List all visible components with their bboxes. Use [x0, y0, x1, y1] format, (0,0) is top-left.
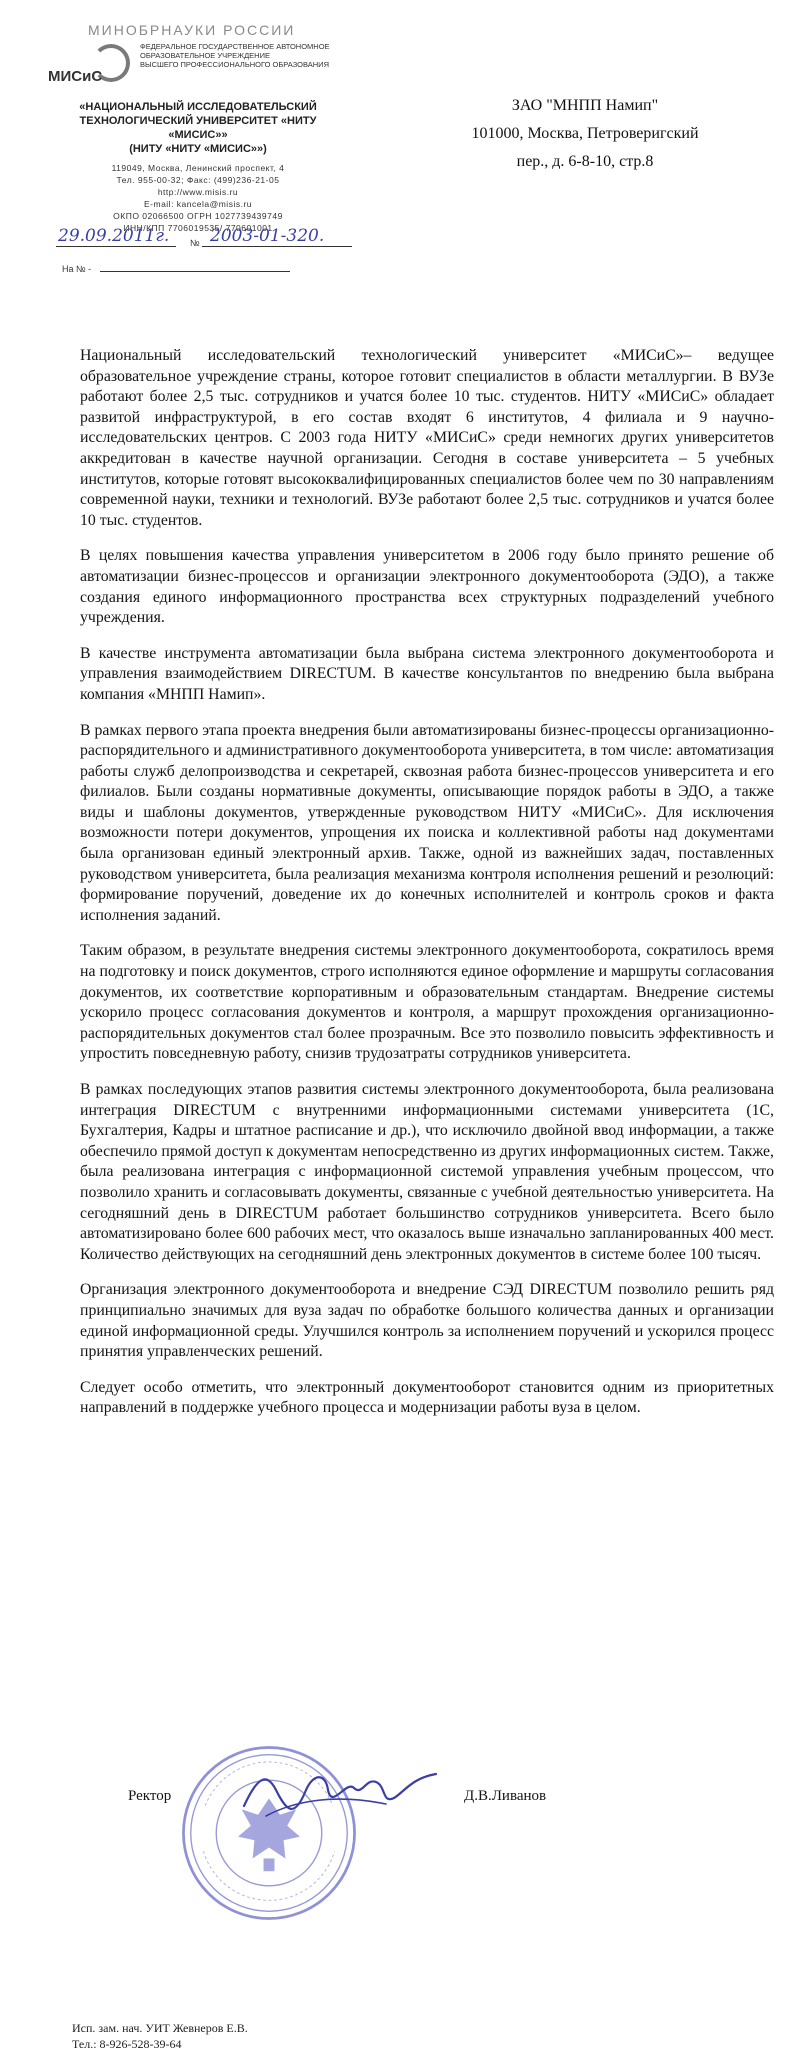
body-paragraph: Следует особо отметить, что электронный документооборот становится одним из приоритетных направлений в поддержке учебного процесса и модернизации работы вуза в целом. [80, 1378, 774, 1417]
addressee-company: ЗАО "МНПП Намип" [511, 97, 659, 114]
email-line: E-mail: kancela@misis.ru [143, 199, 252, 209]
phone-line: Тел. 955-00-32; Факс: (499)236-21-05 [116, 175, 280, 185]
uni-line: «НАЦИОНАЛЬНЫЙ ИССЛЕДОВАТЕЛЬСКИЙ [79, 101, 317, 113]
address-line: 119049, Москва, Ленинский проспект, 4 [111, 163, 285, 173]
body-paragraph: В качестве инструмента автоматизации была выбрана система электронного документооборота и управления взаимодействием DIRECTUM. В качестве консультантов по внедрению была выбрана компания «МНПП Намип». [80, 644, 774, 703]
reference-label: На № - [62, 264, 92, 274]
body-paragraph: В рамках последующих этапов развития системы электронного документооборота, была реализована интеграция DIRECTUM с внутренними информационными системами университета (1С, Бухгалтерия, Кадры и штатное расписание и др.), что исключило двойной ввод информации, а также обеспечило прямой доступ к документам непосредственно из других информационных систем. Также, была реализована интеграция с информационной системой управления учебным процессом, что позволило хранить и согласовывать документы, связанные с учебной деятельностью университета. На сегодняшний день в DIRECTUM работает большинство сотрудников университета. Всего было автоматизировано более 600 рабочих мест, что оказалось выше изначально запланированных 400 мест. Количество действующих на сегодняшний день электронных документов в системе более 100 тысяч. [80, 1081, 774, 1263]
fed-line: ВЫСШЕГО ПРОФЕССИОНАЛЬНОГО ОБРАЗОВАНИЯ [140, 60, 329, 69]
contact-details [48, 162, 348, 234]
fed-line: ФЕДЕРАЛЬНОЕ ГОСУДАРСТВЕННОЕ АВТОНОМНОЕ [140, 42, 330, 51]
addressee-street: пер., д. 6-8-10, стр.8 [516, 153, 654, 170]
fed-line: ОБРАЗОВАТЕЛЬНОЕ УЧРЕЖДЕНИЕ [140, 51, 270, 60]
date-underline [56, 246, 176, 247]
addressee-block [440, 92, 730, 176]
signatory-role: Ректор [128, 1788, 172, 1804]
body-paragraph: Организация электронного документооборота и внедрение СЭД DIRECTUM позволило решить ряд принципиально значимых для вуза задач по обработке большого количества данных и организации единой информационной среды. Улучшился контроль за исполнением поручений и ускорился процесс принятия управленческих решений. [80, 1281, 774, 1361]
reference-row [62, 264, 362, 274]
logo-row [48, 42, 348, 98]
letter-body [80, 346, 774, 1434]
inn-line: ИНН/КПП 7706019535/ 770601001 [123, 223, 273, 233]
uni-line: «МИСИС»» [168, 129, 228, 141]
handwritten-signature [236, 1760, 446, 1830]
registration-number-label: № [190, 238, 200, 248]
registration-number: 2003-01-320. [210, 226, 325, 246]
signatory-name: Д.В.Ливанов [464, 1788, 547, 1804]
uni-line: ТЕХНОЛОГИЧЕСКИЙ УНИВЕРСИТЕТ «НИТУ [79, 115, 317, 127]
reference-underline [100, 271, 290, 272]
registration-date: 29.09.2011г. [58, 226, 170, 246]
logo-brand-text: МИСиС [48, 68, 103, 85]
body-paragraph: В рамках первого этапа проекта внедрения были автоматизированы бизнес-процессы организационно-распорядительного и административного документооборота университета, в том числе: автоматизация работы служб делопроизводства и секретарей, сквозная работа бизнес-процессов университета и его филиалов. Были созданы нормативные документы, описывающие порядок работы в ЭДО, а также виды и шаблоны документов, утвержденные руководством НИТУ «МИСиС». Для исключения возможности потери документов, упрощения их поиска и коллективной работы над документами была организован единый электронный архив. Также, одной из важнейших задач, поставленных руководством университета, была реализация механизма контроля исполнения решений и резолюций: формирование поручений, доведение их до конечных исполнителей и контроль сроков и факта исполнения заданий. [80, 721, 774, 924]
uni-line: (НИТУ «НИТУ «МИСИС»») [129, 143, 267, 155]
website-line: http://www.misis.ru [157, 187, 239, 197]
okpo-line: ОКПО 02066500 ОГРН 1027739439749 [113, 211, 283, 221]
letterhead [48, 22, 348, 234]
university-name [48, 100, 348, 156]
body-paragraph: В целях повышения качества управления университетом в 2006 году было принято решение об автоматизации бизнес-процессов и организации электронного документооборота (ЭДО), а также создания единого информационного пространства всех структурных подразделений учебного учреждения. [80, 547, 774, 627]
university-logo [48, 42, 140, 98]
executor-phone: Тел.: 8-926-528-39-64 [72, 2037, 182, 2051]
addressee-city: 101000, Москва, Петроверигский [471, 125, 699, 142]
executor-footer [72, 2020, 248, 2052]
executor-name: Исп. зам. нач. УИТ Жевнеров Е.В. [72, 2021, 248, 2035]
number-underline [202, 246, 352, 247]
body-paragraph: Таким образом, в результате внедрения системы электронного документооборота, сократилось время на подготовку и поиск документов, строго исполняются единое оформление и маршруты согласования документов, их соответствие корпоративным и образовательным стандартам. Внедрение системы ускорило процесс согласования документов и контроля, а маршрут прохождения организационно-распорядительных документов стал более прозрачным. Все это позволило повысить эффективность и упростить повседневную работу, снизив трудозатраты сотрудников университета. [80, 942, 774, 1063]
body-paragraph: Национальный исследовательский технологический университет «МИСиС»– ведущее образовательное учреждение страны, которое готовит специалистов в области металлургии. В ВУЗе работают более 2,5 тыс. сотрудников и учатся более 10 тыс. студентов. НИТУ «МИСиС» обладает развитой инфраструктурой, в его состав входят 6 институтов, 4 филиала и 9 научно-исследовательских центров. С 2003 года НИТУ «МИСиС» среди немногих других университетов аккредитован в качестве научной организации. Сегодня в составе университета – 5 учебных институтов, которые готовят высококвалифицированных специалистов более чем по 30 направлениям современной науки, техники и технологий. ВУЗе работают более 2,5 тыс. сотрудников и учатся более 10 тыс. студентов. [80, 347, 774, 529]
ministry-name: МИНОБРНАУКИ РОССИИ [88, 22, 296, 38]
federal-institution-text [140, 42, 340, 69]
